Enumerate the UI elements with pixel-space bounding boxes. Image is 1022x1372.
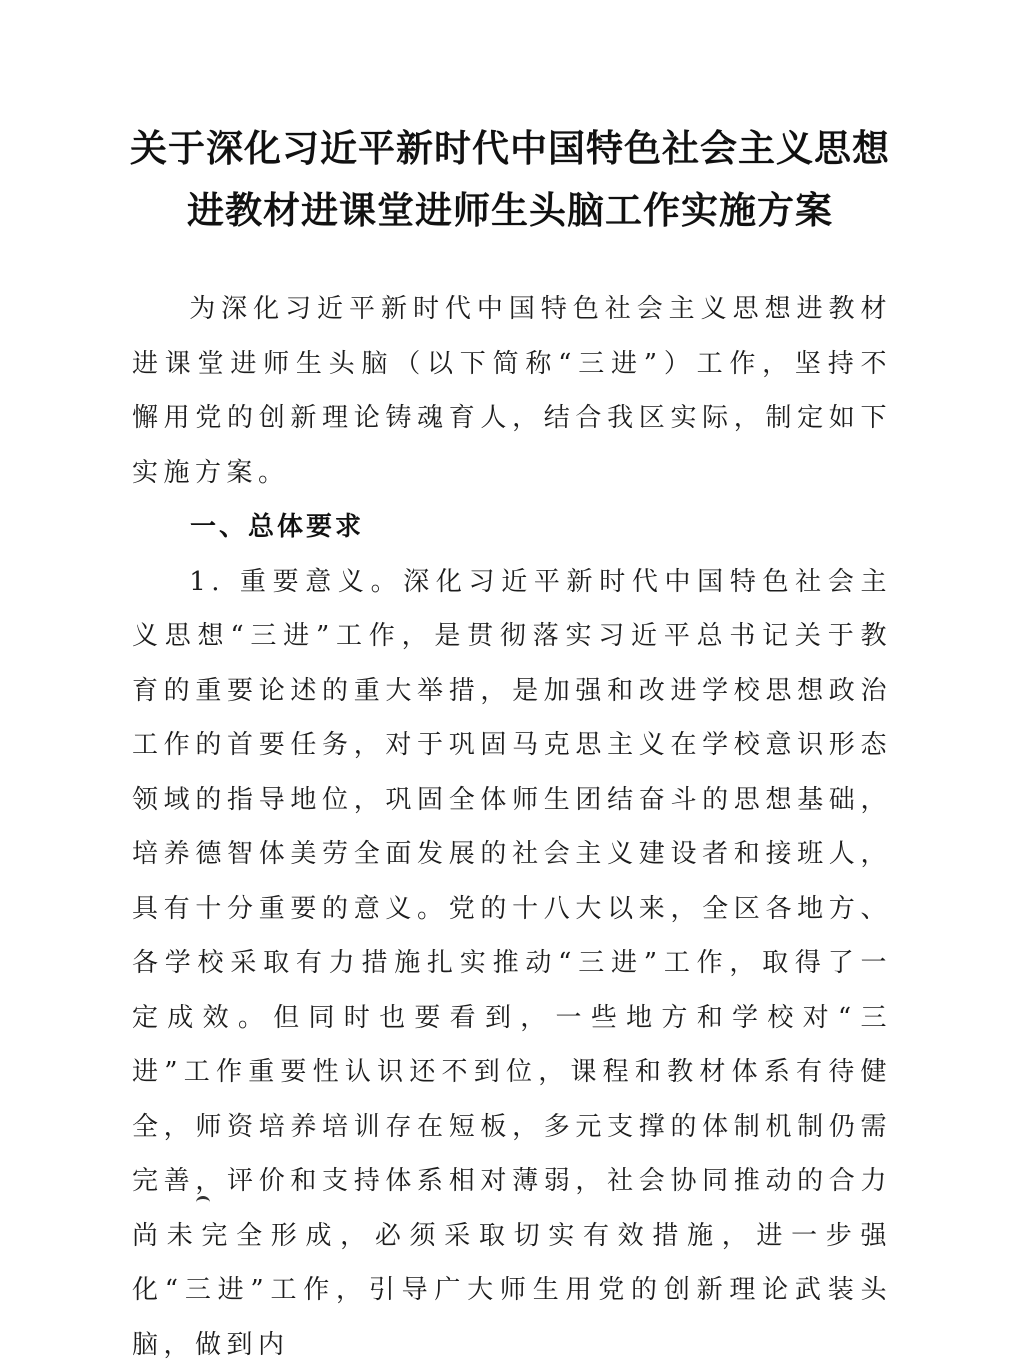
title-line-1: 关于深化习近平新时代中国特色社会主义思想	[100, 118, 920, 180]
document-title	[100, 118, 920, 242]
page-continuation-mark	[196, 1196, 210, 1209]
document-body	[132, 282, 892, 1372]
section-heading-general-requirements: 一、总体要求	[132, 500, 892, 555]
intro-paragraph: 为深化习近平新时代中国特色社会主义思想进教材进课堂进师生头脑（以下简称“三进”）工作，坚持不懈用党的创新理论铸魂育人，结合我区实际，制定如下实施方案。	[132, 282, 892, 500]
importance-paragraph: 1. 重要意义。深化习近平新时代中国特色社会主义思想“三进”工作，是贯彻落实习近平总书记关于教育的重要论述的重大举措，是加强和改进学校思想政治工作的首要任务，对于巩固马克思主义在学校意识形态领域的指导地位，巩固全体师生团结奋斗的思想基础，培养德智体美劳全面发展的社会主义建设者和接班人，具有十分重要的意义。党的十八大以来，全区各地方、各学校采取有力措施扎实推动“三进”工作，取得了一定成效。但同时也要看到，一些地方和学校对“三进”工作重要性认识还不到位，课程和教材体系有待健全，师资培养培训存在短板，多元支撑的体制机制仍需完善，评价和支持体系相对薄弱，社会协同推动的合力尚未完全形成，必须采取切实有效措施，进一步强化“三进”工作，引导广大师生用党的创新理论武装头脑，做到内	[132, 555, 892, 1372]
title-line-2: 进教材进课堂进师生头脑工作实施方案	[100, 180, 920, 242]
